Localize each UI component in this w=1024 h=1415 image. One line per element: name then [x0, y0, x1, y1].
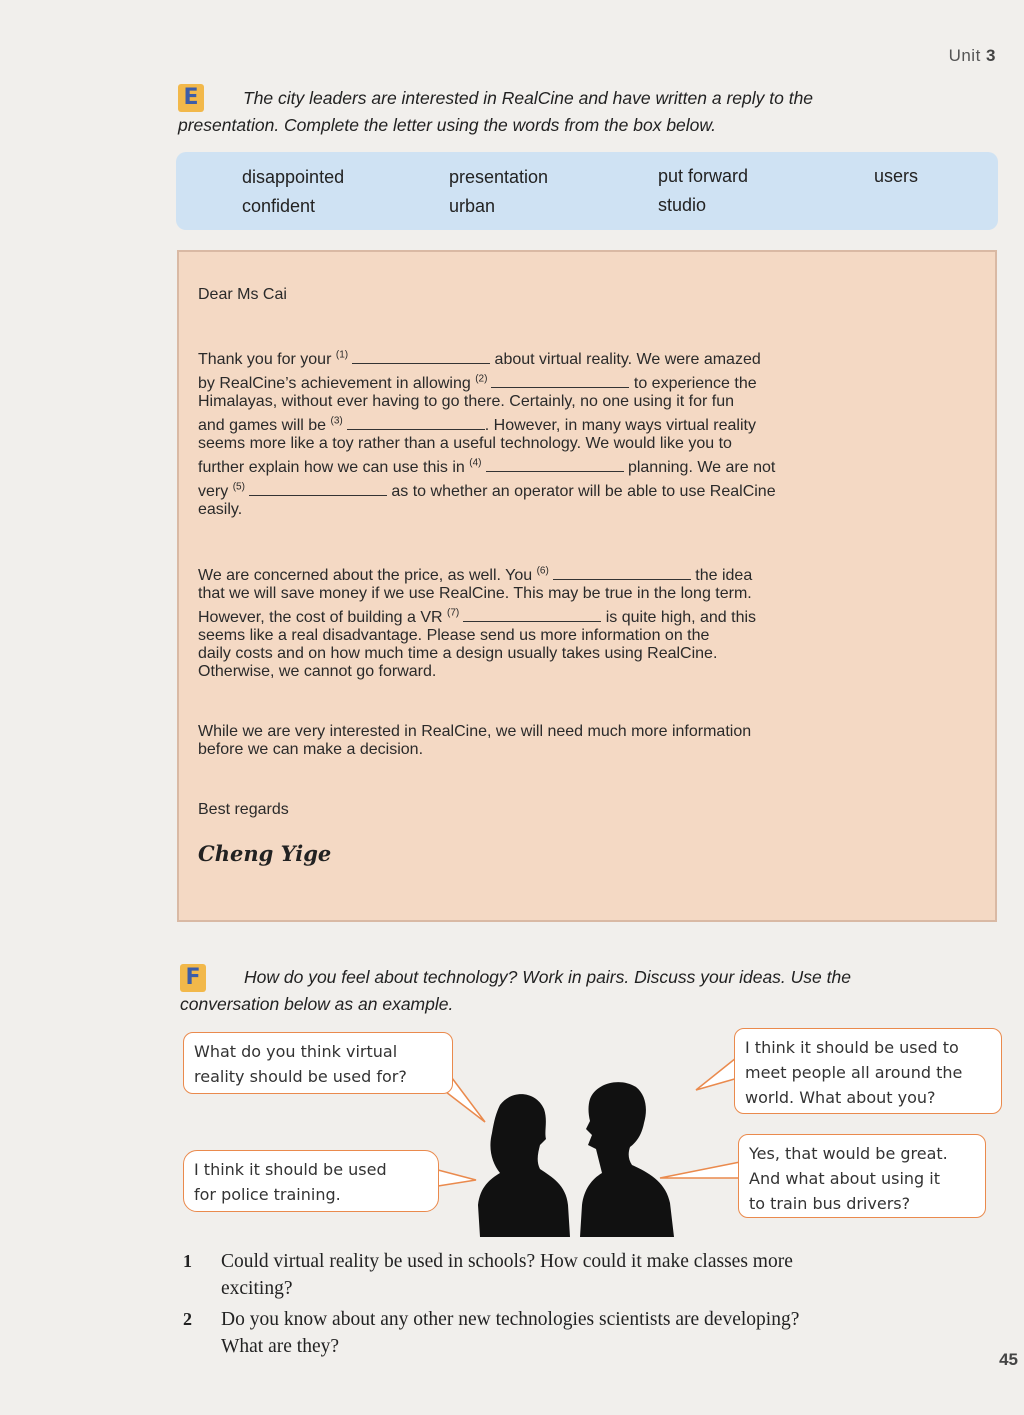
- word-box-item: studio: [658, 195, 707, 215]
- section-f-instruction-line2: conversation below as an example.: [180, 994, 454, 1014]
- people-silhouette-image: [470, 1075, 690, 1245]
- question-number: 1: [183, 1251, 192, 1271]
- section-e-instruction-line1: The city leaders are interested in RealCine and have written a reply to the: [243, 88, 814, 108]
- tail-top-right: [696, 1058, 738, 1090]
- speech-bubble-bottom-left: I think it should be used for police training.: [183, 1150, 439, 1212]
- word-box-item: disappointed: [242, 167, 345, 187]
- letter-greeting: Dear Ms Cai: [198, 286, 287, 303]
- section-e-badge: E: [178, 84, 204, 112]
- letter-closing: Best regards: [198, 801, 289, 818]
- speech-bubble-bottom-right: Yes, that would be great. And what about using it to train bus drivers?: [738, 1134, 986, 1218]
- speech-bubble-top-right: I think it should be used to meet people all around the world. What about you?: [734, 1028, 1002, 1114]
- section-e-instruction-line2: presentation. Complete the letter using the words from the box below.: [178, 115, 716, 135]
- unit-label: Unit 3: [948, 46, 996, 65]
- letter-paragraph-1: Thank you for your $^{(1)}$ about virtual reality. We were amazed by RealCine’s achievement in allowing $^{(2)}$ to experience the Himalayas, without ever having to go there. Certainly, no one using it for fun and games will be $^{(3)}$ . However, in many ways virtual reality seems more like a toy rather than a useful technology. We would like you to further explain how we can use this in $^{(4)}$ planning. We are not very $^{(5)}$ as to whether an operator will be able to use RealCine easily.: [198, 345, 978, 519]
- word-box-item: users: [874, 166, 919, 186]
- letter-signature: Cheng Yige: [198, 841, 332, 866]
- question-number: 2: [183, 1309, 192, 1329]
- page-number: 45: [999, 1350, 1018, 1369]
- word-box-item: put forward: [658, 166, 749, 186]
- man-silhouette: [580, 1082, 674, 1237]
- word-box-item: confident: [242, 196, 316, 216]
- question-2: Do you know about any other new technologies scientists are developing? What are they?: [221, 1309, 800, 1357]
- speech-bubble-top-left: What do you think virtual reality should be used for?: [183, 1032, 453, 1094]
- letter-paragraph-3: While we are very interested in RealCine, we will need much more information before we can make a decision.: [198, 723, 752, 758]
- woman-silhouette: [478, 1094, 570, 1237]
- word-box-item: presentation: [449, 167, 549, 187]
- section-f-instruction-line1: How do you feel about technology? Work in pairs. Discuss your ideas. Use the: [244, 967, 851, 987]
- word-box-item: urban: [449, 196, 496, 216]
- letter-paragraph-2: We are concerned about the price, as well. You $^{(6)}$ the idea that we will save money if we use RealCine. This may be true in the long term. However, the cost of building a VR $^{(7)}$ is quite high, and this seems like a real disadvantage. Please send us more information on the daily costs and on how much time a design usually takes using RealCine. Otherwise, we cannot go forward.: [198, 561, 978, 681]
- question-1: Could virtual reality be used in schools? How could it make classes more exciting?: [221, 1251, 793, 1299]
- section-f-badge: F: [180, 964, 206, 992]
